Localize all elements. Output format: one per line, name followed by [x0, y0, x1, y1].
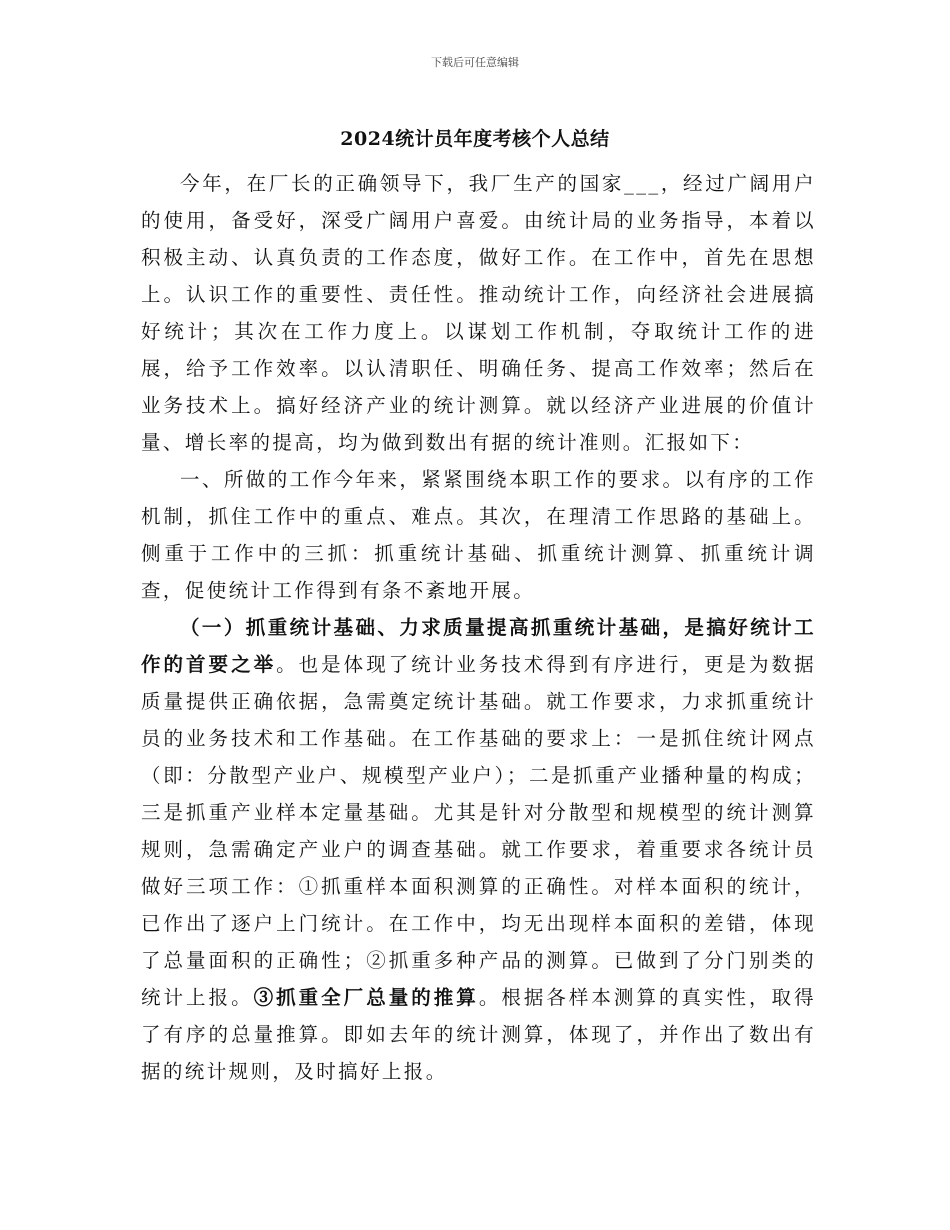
page-header-note: 下载后可任意编辑 — [431, 56, 519, 69]
paragraph-statistics-foundation — [141, 609, 816, 1090]
section-heading-bold: （一）抓重统计基础、力求质量提高抓重统计基础，是搞好统计工作的首要之举 — [141, 616, 816, 676]
section-body-text-end: 。根据各样本测算的真实性，取得了有序的总量推算。即如去年的统计测算，体现了，并作出了数出有据的统计规则，及时搞好上报。 — [141, 986, 816, 1083]
section-item-bold: ③抓重全厂总量的推算 — [253, 986, 479, 1009]
paragraph-work-summary: 一、所做的工作今年来，紧紧围绕本职工作的要求。以有序的工作机制，抓住工作中的重点、难点。其次，在理清工作思路的基础上。侧重于工作中的三抓：抓重统计基础、抓重统计测算、抓重统计调查，促使统计工作得到有条不紊地开展。 — [141, 468, 816, 602]
section-body-text: 。也是体现了统计业务技术得到有序进行，更是为数据质量提供正确依据，急需奠定统计基础。就工作要求，力求抓重统计员的业务技术和工作基础。在工作基础的要求上：一是抓住统计网点（即：分散型产业户、规模型产业户）；二是抓重产业播种量的构成；三是抓重产业样本定量基础。尤其是针对分散型和规模型的统计测算规则，急需确定产业户的调查基础。就工作要求，着重要求各统计员做好三项工作：①抓重样本面积测算的正确性。对样本面积的统计，已作出了逐户上门统计。在工作中，均无出现样本面积的差错，体现了总量面积的正确性；②抓重多种产品的测算。已做到了分门别类的统计上报。 — [141, 653, 816, 1009]
document-body — [141, 165, 816, 1090]
paragraph-intro: 今年，在厂长的正确领导下，我厂生产的国家___，经过广阔用户的使用，备受好，深受广阔用户喜爱。由统计局的业务指导，本着以积极主动、认真负责的工作态度，做好工作。在工作中，首先在思想上。认识工作的重要性、责任性。推动统计工作，向经济社会进展搞好统计；其次在工作力度上。以谋划工作机制，夺取统计工作的进展，给予工作效率。以认清职任、明确任务、提高工作效率；然后在业务技术上。搞好经济产业的统计测算。就以经济产业进展的价值计量、增长率的提高，均为做到数出有据的统计准则。汇报如下： — [141, 172, 816, 454]
document-title: 2024统计员年度考核个人总结 — [340, 128, 610, 150]
